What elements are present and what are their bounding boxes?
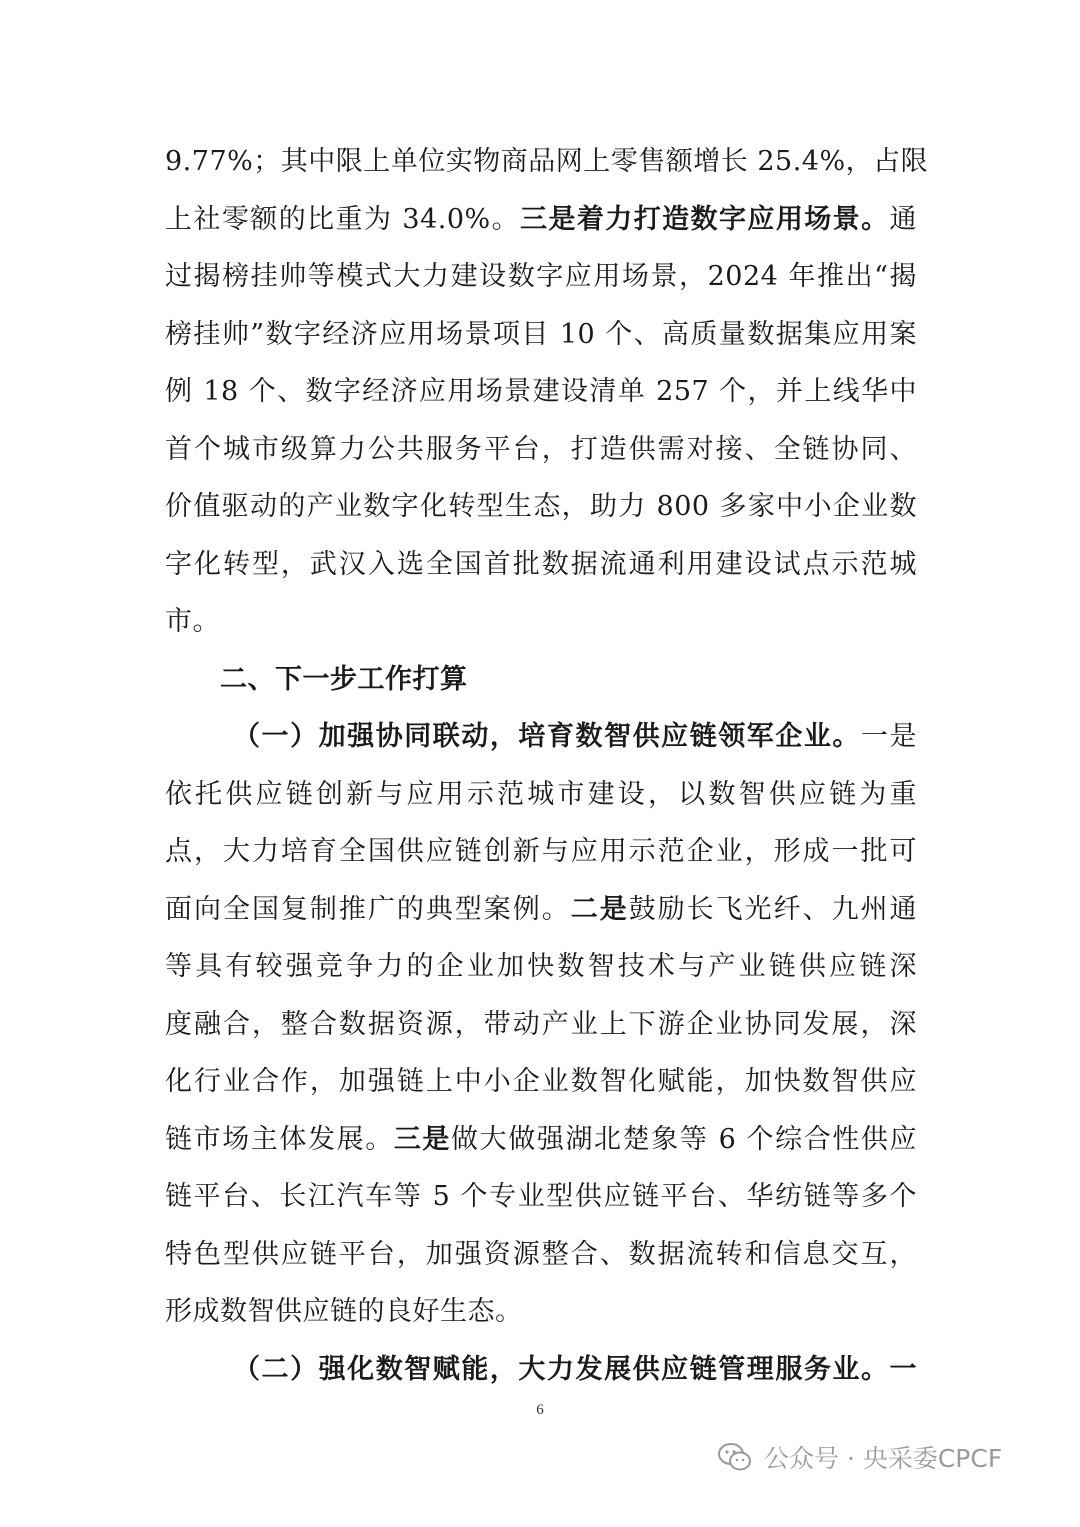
text-line: [165, 191, 917, 249]
text-line: [165, 996, 917, 1054]
text-line: [165, 478, 917, 536]
text-segment: 市。: [165, 606, 220, 637]
text-line: [165, 1341, 917, 1399]
text-segment: 例 18 个、数字经济应用场景建设清单 257 个，并上线华中: [165, 376, 917, 407]
text-segment: 点，大力培育全国供应链创新与应用示范企业，形成一批可: [165, 836, 917, 867]
text-line: [165, 708, 917, 766]
text-line: [165, 1283, 917, 1341]
text-line: [165, 363, 917, 421]
section-heading: [165, 651, 917, 709]
text-line: [165, 881, 917, 939]
text-segment: 做大做强湖北楚象等 6 个综合性供应: [451, 1123, 918, 1155]
text-line: [165, 536, 917, 594]
text-segment: 过揭榜挂帅等模式大力建设数字应用场景，2024 年推出“揭: [165, 261, 917, 292]
text-line: [165, 421, 917, 479]
text-segment: 9.77%；其中限上单位实物商品网上零售额增长 25.4%，占限: [165, 146, 929, 177]
bold-segment: 二是: [570, 893, 629, 925]
text-segment: 链市场主体发展。: [165, 1123, 394, 1155]
text-line: [165, 1168, 917, 1226]
text-segment: 链平台、长江汽车等 5 个专业型供应链平台、华纺链等多个: [165, 1181, 917, 1212]
text-line: [165, 1111, 917, 1169]
text-segment: 鼓励长飞光纤、九州通: [628, 893, 918, 925]
bold-segment: 三是着力打造数字应用场景。: [520, 203, 890, 235]
text-line: [165, 1226, 917, 1284]
text-segment: 化行业合作，加强链上中小企业数智化赋能，加快数智供应: [165, 1066, 917, 1097]
text-segment: 字化转型，武汉入选全国首批数据流通利用建设试点示范城: [165, 548, 917, 580]
text-line: [165, 938, 917, 996]
text-segment: 一是: [860, 721, 918, 752]
text-line: [165, 823, 917, 881]
text-segment: 榜挂帅”数字经济应用场景项目 10 个、高质量数据集应用案: [165, 318, 917, 350]
text-line: [165, 1053, 917, 1111]
text-line: [165, 248, 917, 306]
page-number: 6: [536, 1402, 544, 1418]
bold-segment: （一）加强协同联动，培育数智供应链领军企业。: [233, 721, 861, 752]
bold-segment: 三是: [393, 1123, 452, 1155]
text-segment: 度融合，整合数据资源，带动产业上下游企业协同发展，深: [165, 1008, 917, 1040]
text-segment: 形成数智供应链的良好生态。: [165, 1296, 523, 1327]
document-body: [165, 133, 929, 1398]
text-segment: 通: [889, 203, 918, 235]
text-segment: 等具有较强竞争力的企业加快数智技术与产业链供应链深: [165, 951, 917, 982]
text-line: [165, 133, 929, 191]
wechat-icon: [718, 1442, 752, 1472]
text-line: [165, 306, 917, 364]
text-line: [165, 766, 917, 824]
text-line: [165, 593, 917, 651]
bold-segment: （二）强化数智赋能，大力发展供应链管理服务业。一: [233, 1353, 917, 1385]
text-segment: 依托供应链创新与应用示范城市建设，以数智供应链为重: [165, 778, 917, 810]
text-segment: 面向全国复制推广的典型案例。: [165, 893, 571, 925]
account-watermark: [718, 1432, 1002, 1482]
text-segment: 首个城市级算力公共服务平台，打造供需对接、全链协同、: [165, 433, 917, 465]
text-segment: 价值驱动的产业数字化转型生态，助力 800 多家中小企业数: [165, 491, 917, 522]
text-segment: 特色型供应链平台，加强资源整合、数据流转和信息交互，: [165, 1238, 917, 1270]
watermark-text: 公众号 · 央采委CPCF: [764, 1444, 1003, 1473]
bold-segment: 二、下一步工作打算: [220, 663, 468, 695]
text-segment: 上社零额的比重为 34.0%。: [165, 203, 521, 235]
